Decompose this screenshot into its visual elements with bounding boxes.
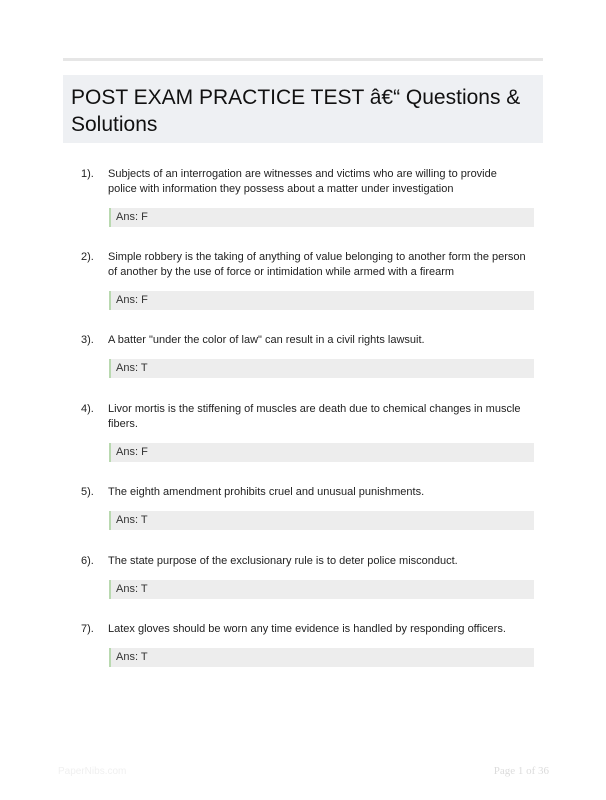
answer-box [109, 511, 534, 530]
question-text: Livor mortis is the stiffening of muscles are death due to chemical changes in muscle fibers. [108, 403, 521, 430]
question-number: 7). [81, 623, 94, 635]
answer-box [109, 443, 534, 462]
question-number: 5). [81, 486, 94, 498]
page-title: POST EXAM PRACTICE TEST â€“ Questions & Solutions [71, 86, 521, 136]
question-text: Simple robbery is the taking of anything of value belonging to another form the person of another by the use of force or intimidation while armed with a firearm [108, 251, 526, 278]
answer-text: Ans: F [116, 211, 148, 223]
footer-site-watermark: PaperNibs.com [58, 766, 127, 777]
answer-text: Ans: T [116, 651, 148, 663]
question-number: 2). [81, 251, 94, 263]
answer-box [109, 580, 534, 599]
question-text: Latex gloves should be worn any time evidence is handled by responding officers. [108, 623, 506, 635]
answer-box [109, 291, 534, 310]
question-text: A batter "under the color of law" can result in a civil rights lawsuit. [108, 334, 425, 346]
answer-text: Ans: T [116, 514, 148, 526]
answer-box [109, 208, 534, 227]
question-number: 3). [81, 334, 94, 346]
question-number: 6). [81, 555, 94, 567]
answer-box [109, 648, 534, 667]
question-number: 1). [81, 168, 94, 180]
answer-text: Ans: F [116, 294, 148, 306]
question-text: The eighth amendment prohibits cruel and unusual punishments. [108, 486, 425, 498]
page-number: Page 1 of 36 [493, 765, 549, 777]
question-number: 4). [81, 403, 94, 415]
question-text: Subjects of an interrogation are witnesses and victims who are willing to provide police with information they possess about a matter under investigation [108, 168, 497, 195]
answer-text: Ans: F [116, 446, 148, 458]
question-text: The state purpose of the exclusionary rule is to deter police misconduct. [108, 555, 458, 567]
answer-box [109, 359, 534, 378]
answer-text: Ans: T [116, 362, 148, 374]
answer-text: Ans: T [116, 583, 148, 595]
